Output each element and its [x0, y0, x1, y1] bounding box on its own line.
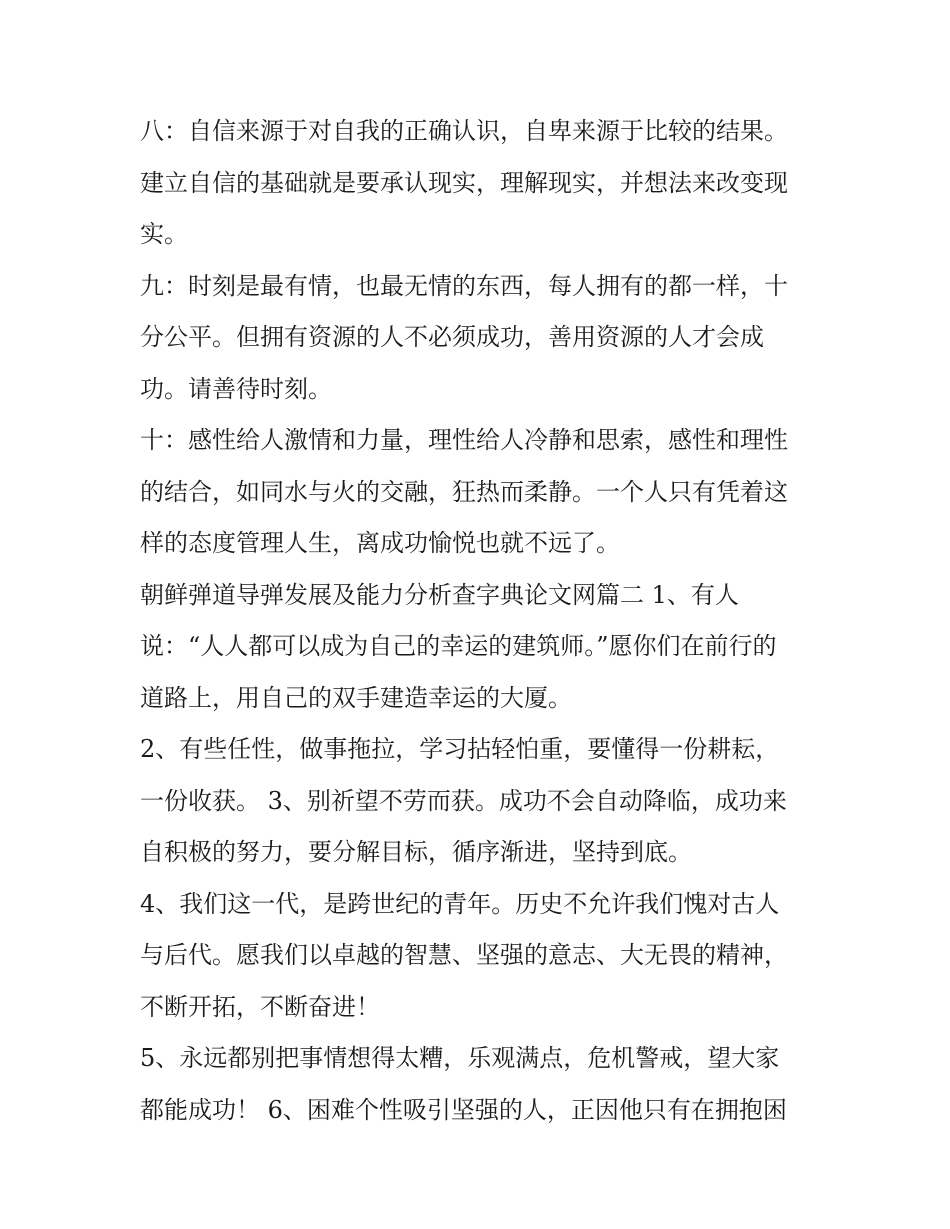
- text-line: 说：“人人都可以成为自己的幸运的建筑师。”愿你们在前行的: [140, 632, 777, 660]
- text-line: 的结合，如同水与火的交融，狂热而柔静。一个人只有凭着这: [140, 477, 788, 506]
- text-line: 朝鲜弹道导弹发展及能力分析查字典论文网篇二 1、有人: [140, 580, 739, 609]
- text-line: 十：感性给人激情和力量，理性给人冷静和思索，感性和理性: [140, 426, 788, 454]
- text-line: 九：时刻是最有情，也最无情的东西，每人拥有的都一样，十: [140, 271, 788, 300]
- text-line: 一份收获。 3、别祈望不劳而获。成功不会自动降临，成功来: [140, 786, 787, 815]
- text-line: 功。请善待时刻。: [140, 374, 332, 403]
- text-line: 样的态度管理人生，离成功愉悦也就不远了。: [140, 529, 620, 557]
- text-line: 实。: [140, 220, 188, 248]
- text-line: 建立自信的基础就是要承认现实，理解现实，并想法来改变现: [140, 168, 788, 197]
- text-line: 都能成功！ 6、困难个性吸引坚强的人，正因他只有在拥抱困: [140, 1095, 787, 1124]
- text-line: 5、永远都别把事情想得太糟，乐观满点，危机警戒，望大家: [140, 1044, 780, 1072]
- text-line: 八：自信来源于对自我的正确认识，自卑来源于比较的结果。: [140, 117, 788, 145]
- text-line: 自积极的努力，要分解目标，循序渐进，坚持到底。: [140, 838, 692, 866]
- text-line: 不断开拓，不断奋进！: [140, 992, 380, 1021]
- document-body: [140, 106, 830, 1136]
- text-line: 与后代。愿我们以卓越的智慧、坚强的意志、大无畏的精神，: [140, 941, 788, 969]
- text-line: 4、我们这一代，是跨世纪的青年。历史不允许我们愧对古人: [140, 889, 780, 918]
- text-line: 2、有些任性，做事拖拉，学习拈轻怕重，要懂得一份耕耘，: [140, 735, 780, 763]
- text-line: 道路上，用自己的双手建造幸运的大厦。: [140, 683, 572, 712]
- text-line: 分公平。但拥有资源的人不必须成功，善用资源的人才会成: [140, 323, 764, 351]
